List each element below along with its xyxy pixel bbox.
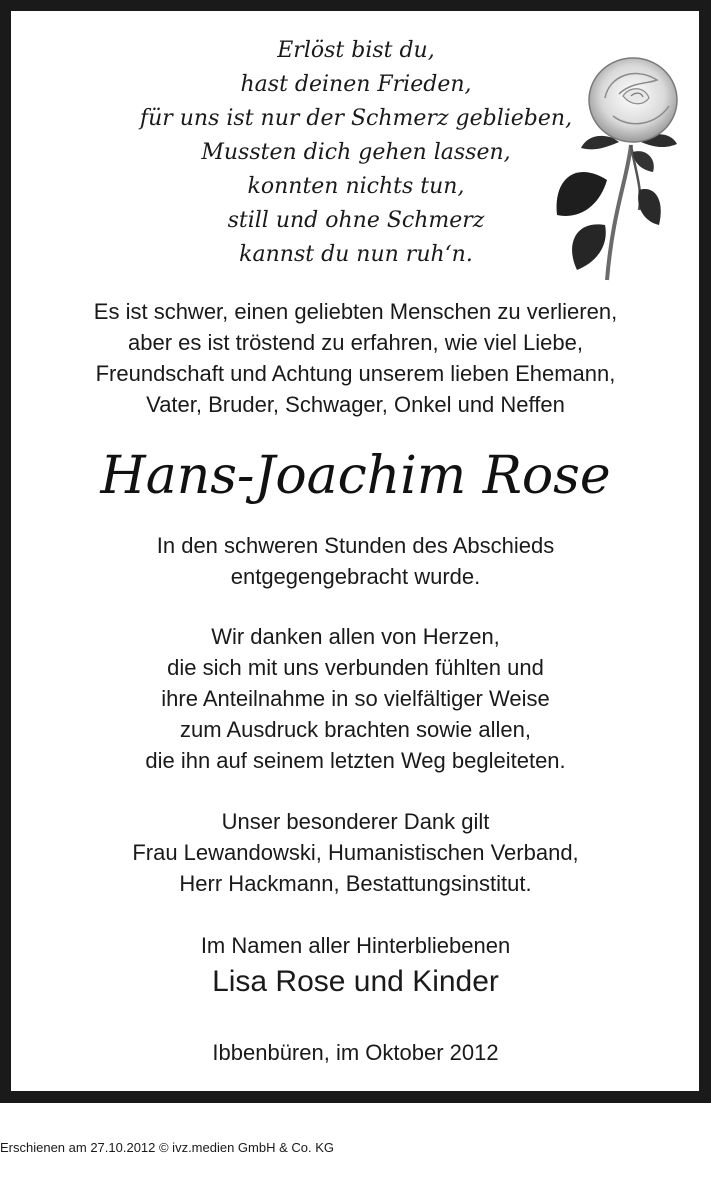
intro-line: aber es ist tröstend zu erfahren, wie viel Liebe, [128, 330, 583, 355]
special-line: Unser besonderer Dank gilt [221, 809, 490, 834]
rose-image [535, 40, 695, 285]
special-line: Frau Lewandowski, Humanistischen Verband, [132, 840, 579, 865]
poem-line: konnten nichts tun, [247, 174, 465, 199]
publication-footer: Erschienen am 27.10.2012 © ivz.medien GmbH & Co. KG [0, 1140, 335, 1155]
hours-line: In den schweren Stunden des Abschieds [156, 533, 555, 558]
hours-paragraph [0, 530, 711, 592]
thanks-line: die sich mit uns verbunden fühlten und [167, 655, 544, 680]
place-date: Ibbenbüren, im Oktober 2012 [212, 1040, 499, 1065]
family-signature: Lisa Rose und Kinder [212, 965, 499, 998]
intro-line: Es ist schwer, einen geliebten Menschen zu verlieren, [93, 299, 618, 324]
poem-line: für uns ist nur der Schmerz geblieben, [139, 106, 573, 131]
poem-line: Erlöst bist du, [277, 38, 435, 63]
poem-line: Mussten dich gehen lassen, [201, 140, 511, 165]
poem-line: still und ohne Schmerz [227, 208, 485, 233]
intro-line: Freundschaft und Achtung unserem lieben Ehemann, [95, 361, 616, 386]
special-line: Herr Hackmann, Bestattungsinstitut. [179, 871, 532, 896]
thanks-line: ihre Anteilnahme in so vielfältiger Weise [161, 686, 550, 711]
hours-line: entgegengebracht wurde. [230, 564, 481, 589]
thanks-line: zum Ausdruck brachten sowie allen, [180, 717, 531, 742]
deceased-name: Hans-Joachim Rose [100, 446, 611, 506]
poem-line: hast deinen Frieden, [240, 72, 472, 97]
on-behalf-line: Im Namen aller Hinterbliebenen [200, 933, 511, 958]
intro-line: Vater, Bruder, Schwager, Onkel und Neffen [146, 392, 565, 417]
thanks-line: die ihn auf seinem letzten Weg begleiteten. [145, 748, 566, 773]
intro-paragraph [0, 296, 711, 420]
poem-line: kannst du nun ruh‘n. [239, 242, 473, 267]
thanks-line: Wir danken allen von Herzen, [211, 624, 500, 649]
thanks-paragraph [0, 621, 711, 776]
special-thanks-paragraph [0, 806, 711, 899]
